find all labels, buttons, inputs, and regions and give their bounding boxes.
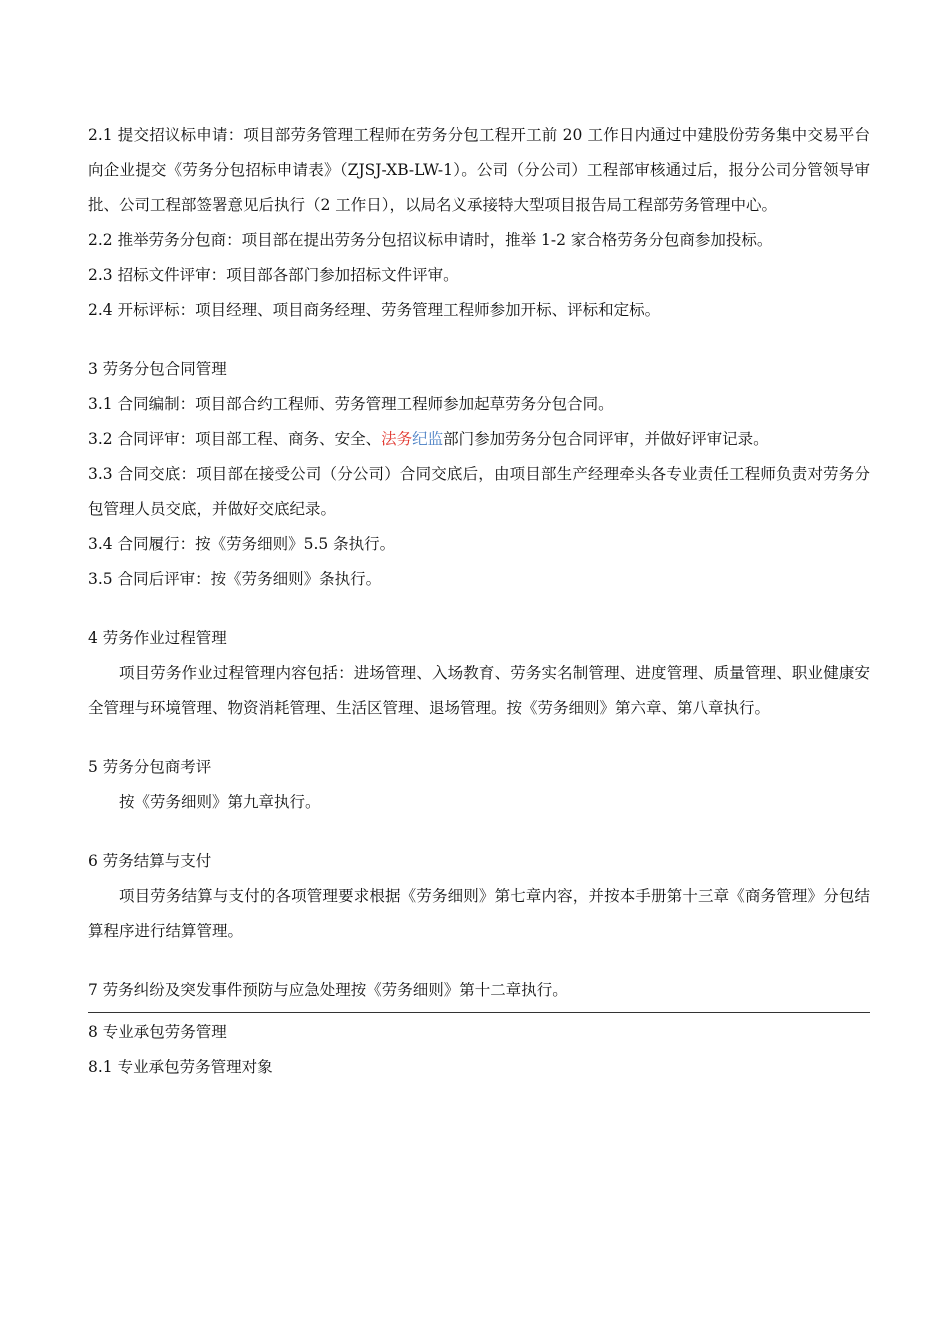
heading-6: 6 劳务结算与支付 bbox=[88, 852, 212, 870]
paragraph-2-2: 2.2 推举劳务分包商：项目部在提出劳务分包招议标申请时，推举 1-2 家合格劳务分包商参加投标。 bbox=[88, 231, 773, 249]
heading-7: 7 劳务纠纷及突发事件预防与应急处理按《劳务细则》第十二章执行。 bbox=[88, 981, 568, 999]
heading-3: 3 劳务分包合同管理 bbox=[88, 360, 227, 378]
paragraph-8-1: 8.1 专业承包劳务管理对象 bbox=[88, 1058, 273, 1076]
paragraph-3-3: 3.3 合同交底：项目部在接受公司（分公司）合同交底后，由项目部生产经理牵头各专业责任工程师负责对劳务分包管理人员交底，并做好交底纪录。 bbox=[88, 465, 870, 518]
paragraph-3-2 bbox=[88, 422, 870, 457]
spacer bbox=[88, 949, 870, 973]
spacer bbox=[88, 328, 870, 352]
heading-5: 5 劳务分包商考评 bbox=[88, 758, 212, 776]
legal-affairs-highlight: 法务 bbox=[381, 430, 413, 448]
paragraph-3-1: 3.1 合同编制：项目部合约工程师、劳务管理工程师参加起草劳务分包合同。 bbox=[88, 395, 614, 413]
paragraph-2-1: 2.1 提交招议标申请：项目部劳务管理工程师在劳务分包工程开工前 20 工作日内通过中建股份劳务集中交易平台向企业提交《劳务分包招标申请表》（ZJSJ-XB-LW-1）。公司（分公司）工程部审核通过后，报分公司分管领导审批、公司工程部签署意见后执行（2 工作日），以局名义承接特大型项目报告局工程部劳务管理中心。 bbox=[88, 126, 870, 214]
spacer bbox=[88, 597, 870, 621]
paragraph-5: 按《劳务细则》第九章执行。 bbox=[119, 793, 321, 811]
paragraph-3-5: 3.5 合同后评审：按《劳务细则》条执行。 bbox=[88, 570, 382, 588]
paragraph-4: 项目劳务作业过程管理内容包括：进场管理、入场教育、劳务实名制管理、进度管理、质量管理、职业健康安全管理与环境管理、物资消耗管理、生活区管理、退场管理。按《劳务细则》第六章、第八章执行。 bbox=[88, 664, 870, 717]
spacer bbox=[88, 726, 870, 750]
paragraph-3-4: 3.4 合同履行：按《劳务细则》5.5 条执行。 bbox=[88, 535, 396, 553]
paragraph-3-2-tail: 部门参加劳务分包合同评审，并做好评审记录。 bbox=[443, 430, 769, 448]
paragraph-2-3: 2.3 招标文件评审：项目部各部门参加招标文件评审。 bbox=[88, 266, 459, 284]
paragraph-3-2-text: 3.2 合同评审：项目部工程、商务、安全、 bbox=[88, 430, 382, 448]
heading-8: 8 专业承包劳务管理 bbox=[88, 1023, 227, 1041]
horizontal-divider bbox=[88, 1012, 870, 1013]
spacer bbox=[88, 820, 870, 844]
document-body bbox=[88, 118, 870, 1085]
paragraph-2-4: 2.4 开标评标：项目经理、项目商务经理、劳务管理工程师参加开标、评标和定标。 bbox=[88, 301, 661, 319]
paragraph-6: 项目劳务结算与支付的各项管理要求根据《劳务细则》第七章内容，并按本手册第十三章《商务管理》分包结算程序进行结算管理。 bbox=[88, 887, 870, 940]
heading-4: 4 劳务作业过程管理 bbox=[88, 629, 227, 647]
discipline-highlight: 纪监 bbox=[412, 430, 444, 448]
